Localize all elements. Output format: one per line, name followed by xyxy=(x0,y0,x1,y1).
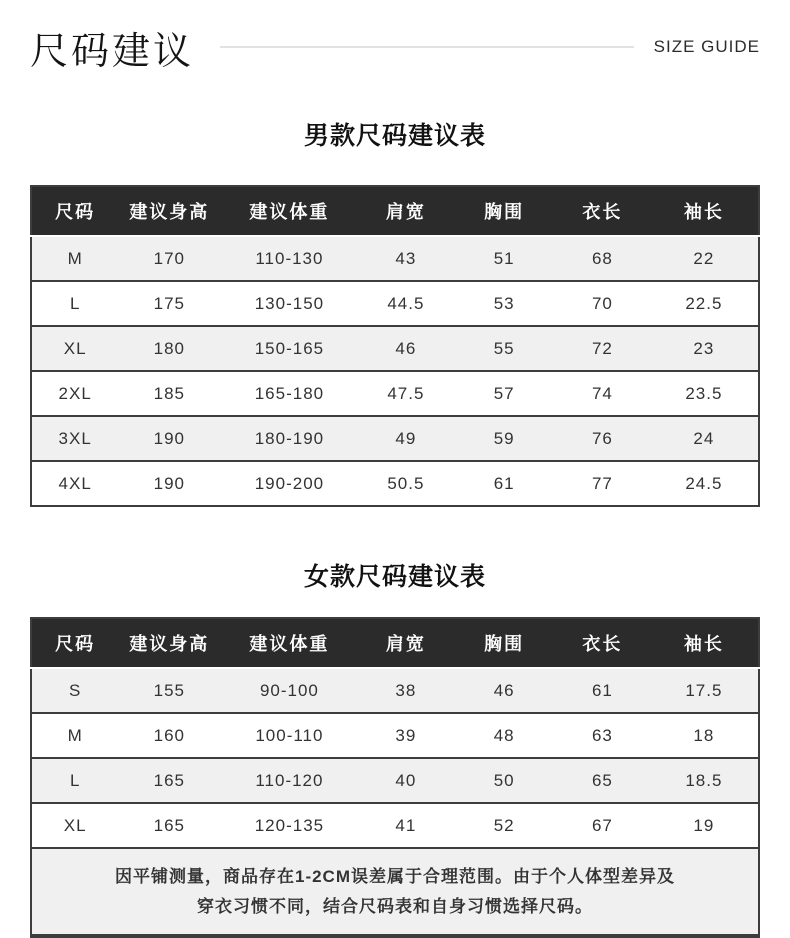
table-cell: 165-180 xyxy=(254,383,325,403)
table-cell: 46 xyxy=(395,338,417,358)
table-cell: 77 xyxy=(591,473,613,493)
table-cell: 50.5 xyxy=(387,473,425,493)
column-header: 胸围 xyxy=(453,618,555,668)
table-cell: 39 xyxy=(395,725,417,745)
table-cell: 110-130 xyxy=(255,248,324,268)
page-header xyxy=(30,0,760,78)
table-cell: 46 xyxy=(493,680,515,700)
table-cell: 68 xyxy=(591,248,613,268)
table-cell: 165 xyxy=(153,770,185,790)
page-title: 尺码建议 xyxy=(30,30,195,73)
table-row xyxy=(31,416,759,461)
table-row xyxy=(31,461,759,506)
column-header: 胸围 xyxy=(453,186,555,236)
table-cell: 40 xyxy=(395,770,417,790)
table-cell: 120-135 xyxy=(254,815,325,835)
table-cell: 190 xyxy=(153,428,185,448)
column-header: 建议体重 xyxy=(220,186,358,236)
table-cell: 165 xyxy=(153,815,185,835)
column-header: 尺码 xyxy=(31,186,118,236)
table-cell: 70 xyxy=(591,293,613,313)
table-cell: 150-165 xyxy=(254,338,325,358)
column-header: 衣长 xyxy=(555,186,650,236)
header-divider xyxy=(220,46,634,48)
table-cell: 190-200 xyxy=(254,473,325,493)
table-cell: 4XL xyxy=(58,473,92,493)
table-cell: 180-190 xyxy=(254,428,325,448)
table-cell: 24 xyxy=(693,428,715,448)
table-cell: 90-100 xyxy=(259,680,319,700)
womens-size-table xyxy=(30,617,760,849)
table-cell: 43 xyxy=(395,248,417,268)
table-cell: 38 xyxy=(395,680,417,700)
table-cell: 53 xyxy=(493,293,515,313)
table-cell: 59 xyxy=(493,428,515,448)
table-cell: 175 xyxy=(153,293,185,313)
table-header-row xyxy=(31,618,759,668)
column-header: 袖长 xyxy=(650,186,759,236)
column-header: 尺码 xyxy=(31,618,118,668)
table-cell: 50 xyxy=(493,770,515,790)
page-subtitle: SIZE GUIDE xyxy=(653,37,760,56)
table-cell: 76 xyxy=(591,428,613,448)
table-cell: 44.5 xyxy=(387,293,425,313)
column-header: 衣长 xyxy=(555,618,650,668)
table-cell: 47.5 xyxy=(387,383,425,403)
table-cell: XL xyxy=(63,338,87,358)
table-cell: 130-150 xyxy=(254,293,325,313)
table-row xyxy=(31,236,759,281)
table-cell: 41 xyxy=(395,815,417,835)
table-row xyxy=(31,281,759,326)
table-cell: 22 xyxy=(693,248,715,268)
table-cell: 160 xyxy=(153,725,185,745)
table-cell: 67 xyxy=(591,815,613,835)
column-header: 建议身高 xyxy=(118,186,220,236)
table-cell: 23.5 xyxy=(685,383,723,403)
table-cell: M xyxy=(67,248,83,268)
column-header: 建议身高 xyxy=(118,618,220,668)
table-cell: 63 xyxy=(591,725,613,745)
table-cell: 24.5 xyxy=(685,473,723,493)
table-cell: 2XL xyxy=(58,383,92,403)
column-header: 肩宽 xyxy=(359,618,454,668)
table-cell: 57 xyxy=(493,383,515,403)
table-cell: 3XL xyxy=(58,428,92,448)
table-header-row xyxy=(31,186,759,236)
table-cell: 22.5 xyxy=(685,293,723,313)
table-cell: M xyxy=(67,725,83,745)
table-cell: 100-110 xyxy=(255,725,324,745)
table-cell: 190 xyxy=(153,473,185,493)
table-cell: L xyxy=(69,293,81,313)
table-cell: 74 xyxy=(591,383,613,403)
table-cell: 110-120 xyxy=(255,770,324,790)
table-cell: 52 xyxy=(493,815,515,835)
measurement-note xyxy=(30,847,760,938)
note-line-2: 穿衣习惯不同，结合尺码表和自身习惯选择尺码。 xyxy=(197,897,593,916)
note-line-1: 因平铺测量，商品存在1-2CM误差属于合理范围。由于个人体型差异及 xyxy=(114,867,675,886)
column-header: 袖长 xyxy=(650,618,759,668)
table-cell: XL xyxy=(63,815,87,835)
table-cell: 65 xyxy=(591,770,613,790)
table-cell: 18 xyxy=(693,725,715,745)
table-row xyxy=(31,326,759,371)
table-cell: 61 xyxy=(493,473,515,493)
table-row xyxy=(31,713,759,758)
table-cell: 17.5 xyxy=(685,680,723,700)
table-row xyxy=(31,668,759,713)
section-title-men: 男款尺码建议表 xyxy=(303,122,486,150)
table-cell: 72 xyxy=(591,338,613,358)
table-cell: 19 xyxy=(693,815,715,835)
table-cell: S xyxy=(69,680,82,700)
table-cell: 185 xyxy=(153,383,185,403)
table-cell: L xyxy=(69,770,81,790)
table-cell: 180 xyxy=(153,338,185,358)
table-row xyxy=(31,758,759,803)
table-cell: 170 xyxy=(153,248,185,268)
section-title-women: 女款尺码建议表 xyxy=(303,563,486,591)
table-cell: 48 xyxy=(493,725,515,745)
mens-size-table xyxy=(30,185,760,507)
table-cell: 61 xyxy=(591,680,613,700)
table-row xyxy=(31,803,759,848)
table-cell: 51 xyxy=(493,248,515,268)
table-row xyxy=(31,371,759,416)
table-cell: 18.5 xyxy=(685,770,723,790)
table-cell: 23 xyxy=(693,338,715,358)
table-cell: 55 xyxy=(493,338,515,358)
column-header: 肩宽 xyxy=(359,186,454,236)
table-cell: 155 xyxy=(153,680,185,700)
column-header: 建议体重 xyxy=(220,618,358,668)
table-cell: 49 xyxy=(395,428,417,448)
